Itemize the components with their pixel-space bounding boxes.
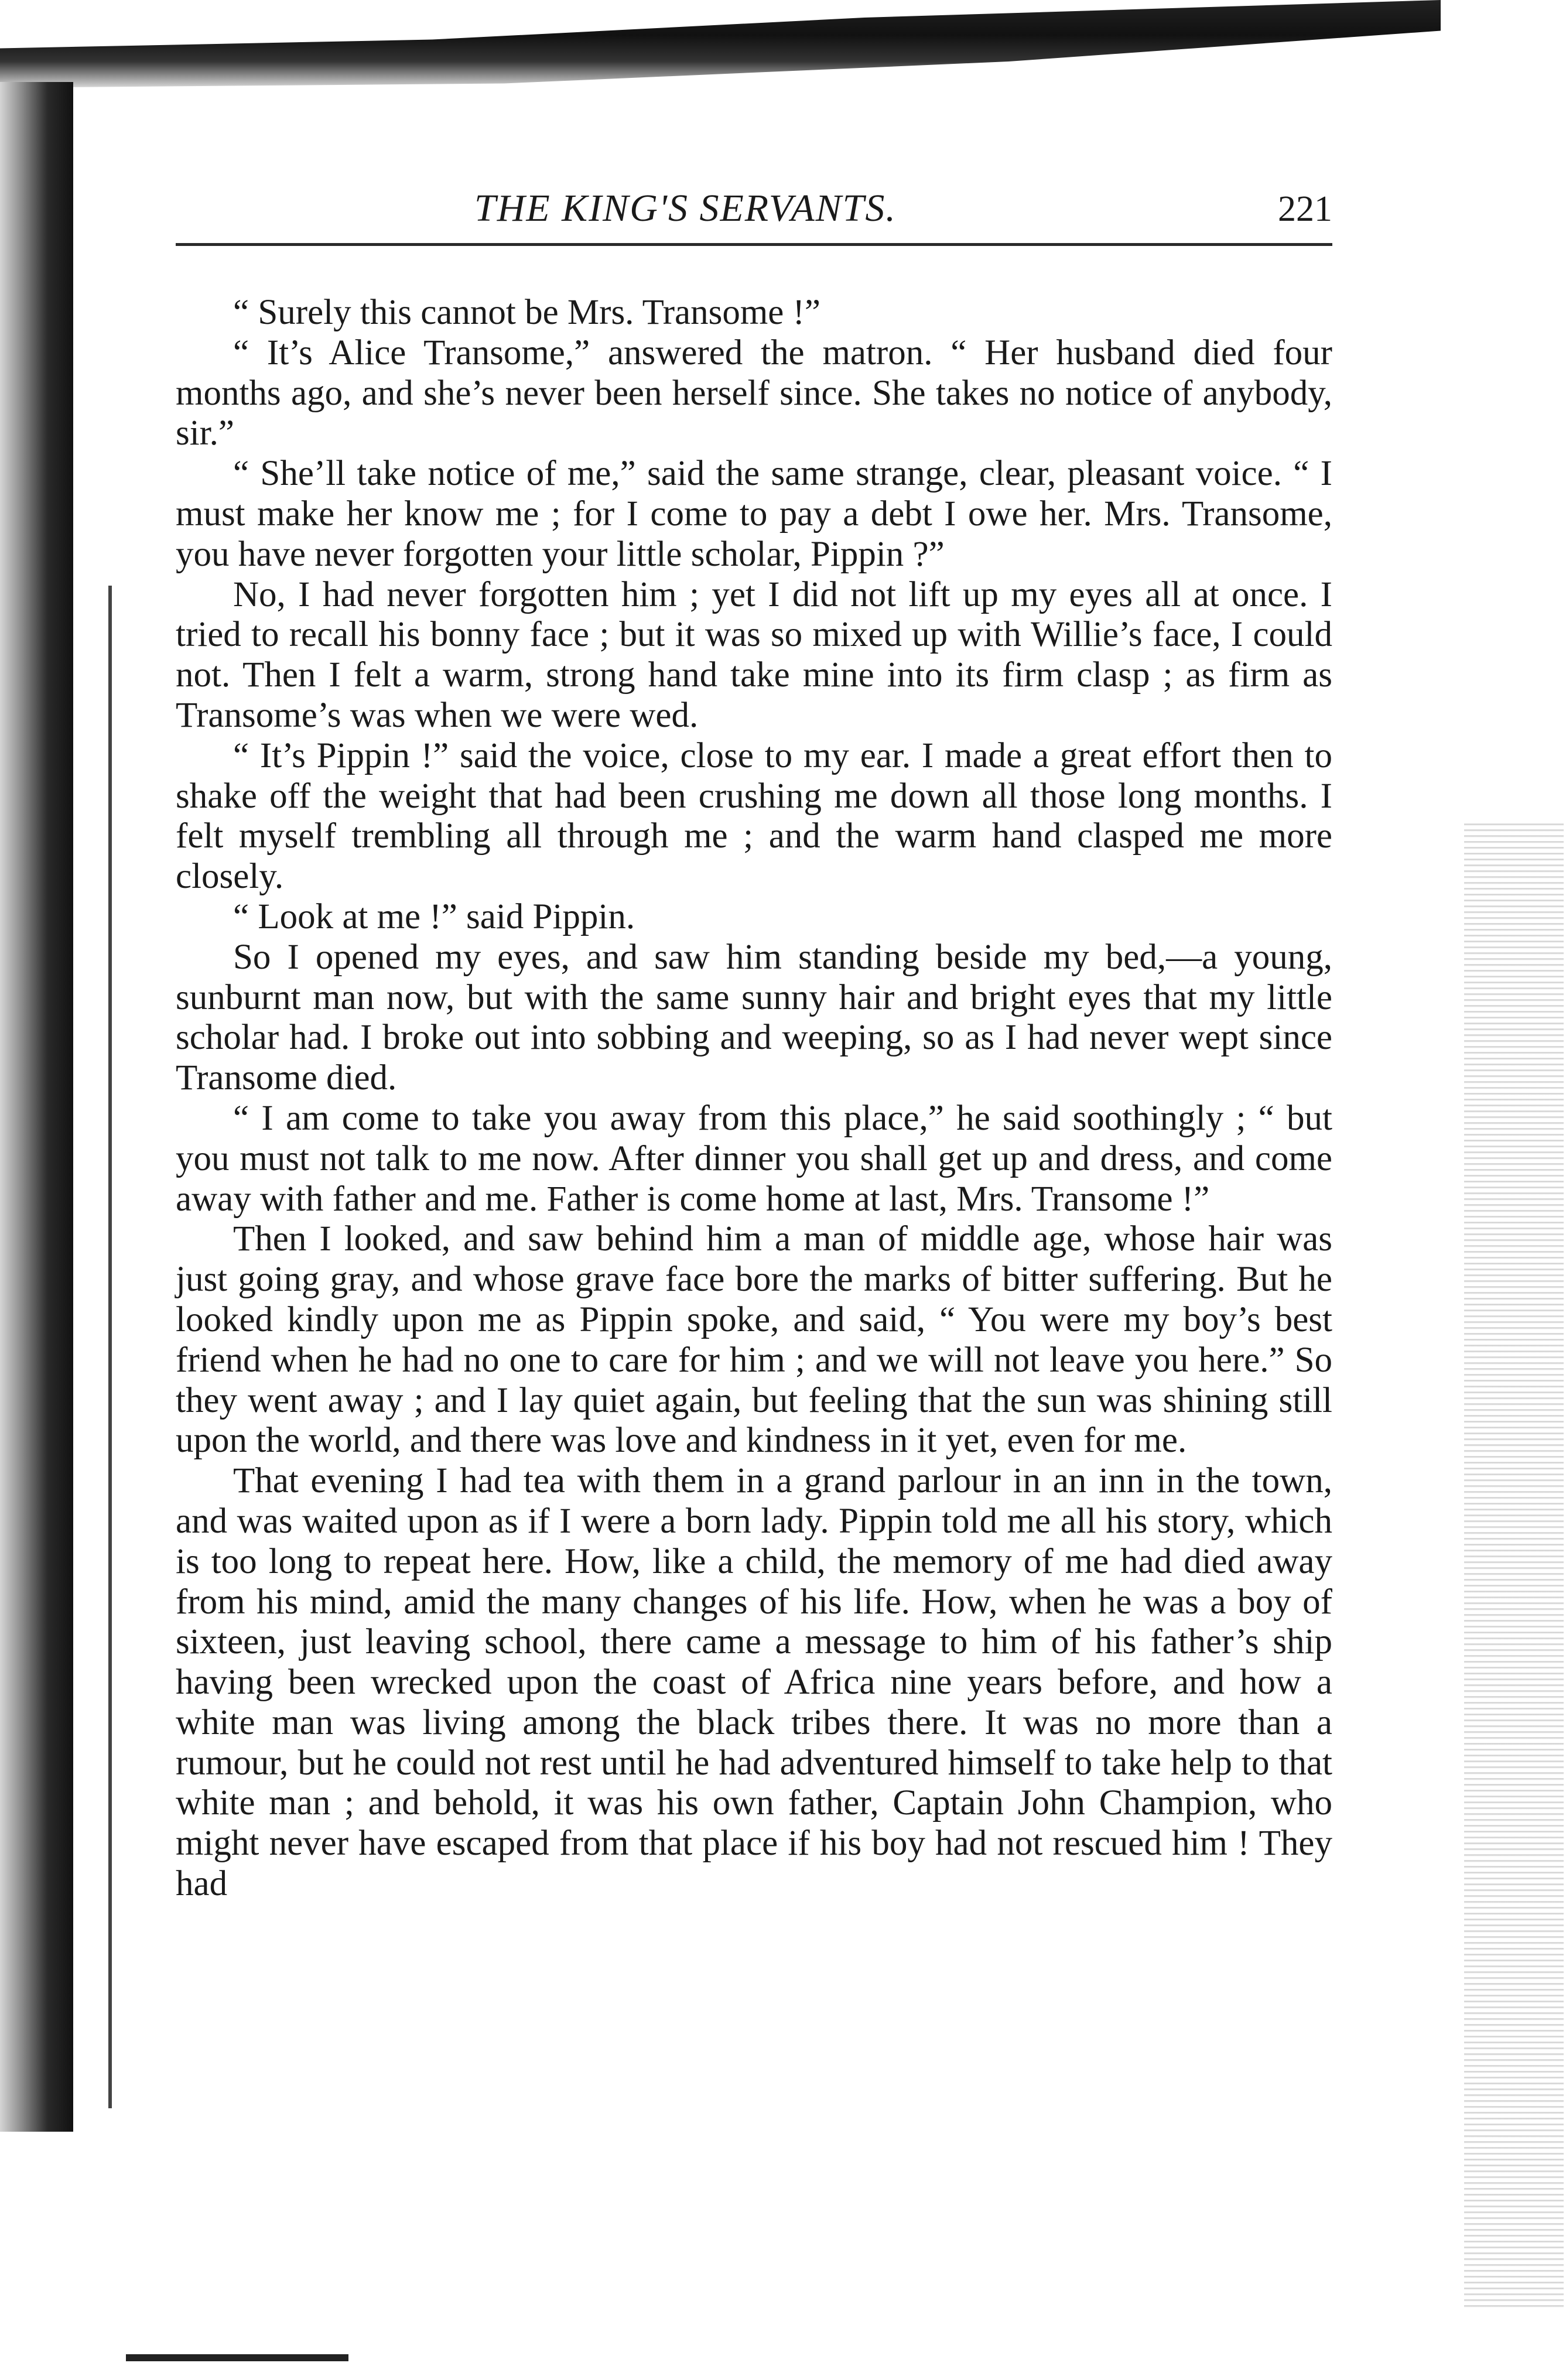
paragraph: “ It’s Pippin !” said the voice, close to my ear. I made a great effort then to shake off the weight that had been crushing me down all those long months. I felt myself trembling all through me ; and the warm hand clasped me more closely. (176, 736, 1332, 897)
running-head (176, 176, 1332, 252)
scan-edge-noise (1464, 820, 1564, 2307)
scan-binding-shadow (0, 82, 73, 2132)
scan-top-shadow (0, 0, 1441, 88)
paragraph: “ Look at me !” said Pippin. (233, 897, 635, 936)
scan-margin-line (108, 586, 112, 2108)
paragraph: No, I had never forgotten him ; yet I did not lift up my eyes all at once. I tried to recall his bonny face ; but it was so mixed up with Willie’s face, I could not. Then I felt a warm, strong hand take mine into its firm clasp ; as firm as Transome’s was when we were wed. (176, 575, 1332, 735)
body-text (176, 293, 1332, 1904)
paragraph: That evening I had tea with them in a grand parlour in an inn in the town, and was waited upon as if I were a born lady. Pippin told me all his story, which is too long to repeat here. How, like a child, the memory of me had died away from his mind, amid the many changes of his life. How, when he was a boy of sixteen, just leaving school, there came a message to him of his father’s ship having been wrecked upon the coast of Africa nine years before, and how a white man was living among the black tribes there. It was no more than a rumour, but he could not rest until he had adventured himself to take help to that white man ; and behold, it was his own father, Captain John Champion, who might never have escaped from that place if his boy had not rescued him ! They had (176, 1461, 1332, 1904)
header-rule (176, 243, 1332, 246)
running-title: THE KING'S SERVANTS. (474, 187, 897, 230)
paragraph: So I opened my eyes, and saw him standing beside my bed,—a young, sunburnt man now, but with the same sunny hair and bright eyes that my little scholar had. I broke out into sobbing and weeping, so as I had never wept since Transome died. (176, 937, 1332, 1098)
paragraph: Then I looked, and saw behind him a man of middle age, whose hair was just going gray, and whose grave face bore the marks of bitter suffering. But he looked kindly upon me as Pippin spoke, and said, “ You were my boy’s best friend when he had no one to care for him ; and we will not leave you here.” So they went away ; and I lay quiet again, but feeling that the sun was shining still upon the world, and there was love and kindness in it yet, even for me. (176, 1219, 1332, 1461)
paragraph: “ It’s Alice Transome,” answered the matron. “ Her husband died four months ago, and she’s never been herself since. She takes no notice of anybody, sir.” (176, 333, 1332, 453)
scan-bottom-mark (126, 2354, 348, 2361)
page-number: 221 (1278, 189, 1332, 229)
paragraph: “ I am come to take you away from this place,” he said soothingly ; “ but you must not talk to me now. After dinner you shall get up and dress, and come away with father and me. Father is come home at last, Mrs. Transome !” (176, 1098, 1332, 1219)
paragraph: “ Surely this cannot be Mrs. Transome !” (233, 293, 820, 332)
paragraph: “ She’ll take notice of me,” said the same strange, clear, pleasant voice. “ I must make her know me ; for I come to pay a debt I owe her. Mrs. Transome, you have never forgotten your little scholar, Pippin ?” (176, 454, 1332, 574)
